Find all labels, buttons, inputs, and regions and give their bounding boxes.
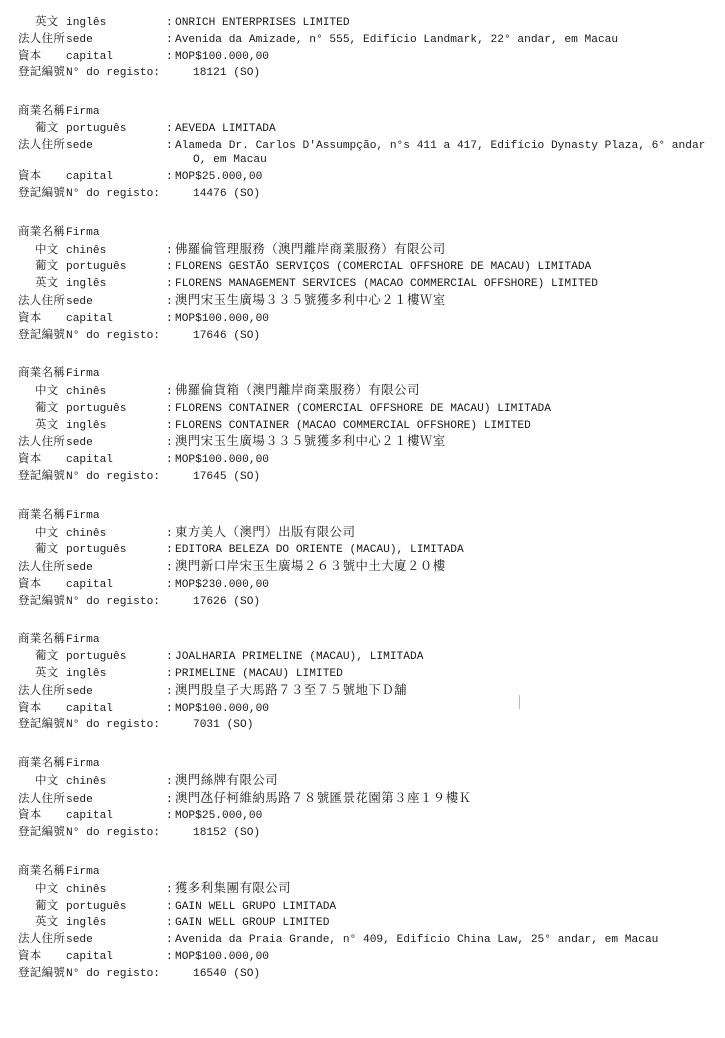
entry-row: [0, 185, 725, 202]
entry-row: [0, 468, 725, 485]
row-value: 17645 (SO): [193, 470, 261, 483]
row-colon: :: [166, 578, 173, 591]
row-term: capital: [66, 950, 113, 963]
row-value: ONRICH ENTERPRISES LIMITED: [175, 17, 350, 29]
document-page: [0, 14, 725, 1038]
entry-row: [0, 417, 725, 434]
row-term: sede: [66, 139, 93, 152]
row-value: 獲多利集團有限公司: [175, 879, 292, 895]
row-label: 法人住所: [18, 682, 66, 697]
row-value: 澳門新口岸宋玉生廣場２６３號中土大廈２０樓: [175, 558, 446, 574]
row-term: N° do registo:: [66, 595, 160, 608]
registry-entry: [0, 507, 725, 610]
entry-row: [0, 880, 725, 898]
row-term: N° do registo:: [66, 827, 160, 840]
row-label: 葡文: [35, 258, 59, 273]
row-colon: :: [166, 668, 173, 680]
entry-row: [0, 790, 725, 808]
entry-row: [0, 224, 725, 241]
entry-row: [0, 14, 725, 31]
entry-row: [0, 824, 725, 841]
row-term: Firma: [66, 368, 100, 381]
row-value: FLORENS MANAGEMENT SERVICES (MACAO COMMERCIAL OFFSHORE) LIMITED: [175, 278, 598, 291]
registry-entry: [0, 631, 725, 733]
entry-row: [0, 48, 725, 65]
row-term: capital: [66, 810, 113, 823]
row-value: FLORENS GESTÃO SERVIÇOS (COMERCIAL OFFSHORE DE MACAU) LIMITADA: [175, 261, 592, 274]
entry-row: [0, 327, 725, 344]
row-value: GAIN WELL GROUP LIMITED: [175, 917, 330, 930]
row-label: 中文: [35, 524, 59, 539]
row-colon: :: [166, 419, 173, 432]
row-colon: :: [166, 312, 173, 325]
row-value: 澳門殷皇子大馬路７３至７５號地下Ｄ舖: [175, 681, 408, 697]
row-colon: :: [166, 261, 173, 274]
row-value: PRIMELINE (MACAU) LIMITED: [175, 668, 343, 680]
row-value: FLORENS CONTAINER (COMERCIAL OFFSHORE DE MACAU) LIMITADA: [175, 402, 551, 415]
row-label: 商業名稱: [18, 365, 66, 380]
entry-row: [0, 631, 725, 648]
entry-row: [0, 558, 725, 576]
row-label: 資本: [18, 451, 42, 466]
entry-row: [0, 120, 725, 137]
row-value: 14476 (SO): [193, 188, 261, 201]
entry-row: [0, 524, 725, 542]
row-term: Firma: [66, 758, 100, 771]
row-value: 7031 (SO): [193, 719, 254, 732]
row-label: 商業名稱: [18, 103, 66, 118]
row-value: MOP$230.000,00: [175, 578, 269, 591]
row-term: sede: [66, 33, 93, 46]
row-value: MOP$100.000,00: [175, 454, 269, 467]
row-term: N° do registo:: [66, 188, 160, 201]
row-value: 17626 (SO): [193, 595, 261, 608]
row-label: 登記編號: [18, 185, 66, 200]
row-label: 資本: [18, 309, 42, 324]
row-value: AEVEDA LIMITADA: [175, 122, 276, 135]
row-term: português: [66, 544, 127, 557]
row-term: Firma: [66, 106, 100, 119]
row-term: Firma: [66, 509, 100, 522]
entry-row: [0, 241, 725, 259]
row-label: 登記編號: [18, 716, 66, 731]
entry-row: [0, 258, 725, 275]
row-value: 澳門宋玉生廣場３３５號獲多利中心２１樓Ｗ室: [175, 291, 446, 307]
entry-row: [0, 755, 725, 772]
entry-row: [0, 898, 725, 915]
row-label: 中文: [35, 241, 59, 256]
row-term: chinês: [66, 883, 107, 896]
entry-row: [0, 576, 725, 593]
row-label: 登記編號: [18, 964, 66, 979]
row-label: 中文: [35, 383, 59, 398]
row-colon: :: [166, 402, 173, 415]
row-label: 法人住所: [18, 136, 66, 151]
row-colon: :: [166, 17, 173, 29]
entry-row: [0, 541, 725, 558]
entry-row: [0, 31, 725, 48]
row-label: 中文: [35, 880, 59, 895]
row-colon: :: [166, 793, 173, 806]
row-term: chinês: [66, 775, 107, 788]
row-term: sede: [66, 295, 93, 308]
row-label: 法人住所: [18, 931, 66, 946]
registry-entry: [0, 365, 725, 484]
row-term: N° do registo:: [66, 719, 160, 732]
row-label: 葡文: [35, 897, 59, 912]
row-colon: :: [166, 386, 173, 399]
entry-row: [0, 103, 725, 120]
entry-row: [0, 507, 725, 524]
row-term: inglês: [66, 917, 107, 930]
row-term: sede: [66, 793, 93, 806]
row-value: EDITORA BELEZA DO ORIENTE (MACAU), LIMITADA: [175, 544, 464, 557]
row-colon: :: [166, 278, 173, 291]
row-label: 葡文: [35, 119, 59, 134]
row-label: 登記編號: [18, 467, 66, 482]
row-label: 法人住所: [18, 790, 66, 805]
row-label: 資本: [18, 699, 42, 714]
row-label: 中文: [35, 772, 59, 787]
registry-entry-list: [0, 14, 725, 982]
row-term: inglês: [66, 278, 107, 291]
row-colon: :: [166, 122, 173, 135]
row-term: chinês: [66, 386, 107, 399]
row-value: 東方美人（澳門）出版有限公司: [175, 523, 356, 539]
row-value: 佛羅倫管理服務（澳門離岸商業服務）有限公司: [175, 240, 446, 256]
entry-row: [0, 382, 725, 400]
entry-row: [0, 593, 725, 610]
row-colon: :: [166, 917, 173, 930]
row-label: 登記編號: [18, 824, 66, 839]
row-value: 17646 (SO): [193, 329, 261, 342]
row-term: português: [66, 651, 127, 664]
row-colon: :: [166, 454, 173, 467]
row-value: Avenida da Amizade, n° 555, Edifício Landmark, 22° andar, em Macau: [175, 33, 619, 46]
entry-row: [0, 948, 725, 965]
registry-entry: [0, 224, 725, 343]
row-value: JOALHARIA PRIMELINE (MACAU), LIMITADA: [175, 651, 424, 664]
row-label: 葡文: [35, 648, 59, 663]
row-term: chinês: [66, 527, 107, 540]
row-colon: :: [166, 950, 173, 963]
entry-row: [0, 682, 725, 700]
row-label: 資本: [18, 168, 42, 183]
entry-row: [0, 965, 725, 982]
entry-row: [0, 275, 725, 292]
entry-row: [0, 433, 725, 451]
row-label: 英文: [35, 275, 59, 290]
row-value: MOP$100.000,00: [175, 50, 269, 63]
row-value-continuation: O, em Macau: [193, 154, 267, 167]
row-label: 葡文: [35, 541, 59, 556]
row-value: 澳門氹仔柯維納馬路７８號匯景花園第３座１９樓Ｋ: [175, 789, 472, 805]
row-term: inglês: [66, 419, 107, 432]
row-label: 英文: [35, 416, 59, 431]
row-label: 商業名稱: [18, 506, 66, 521]
entry-row: [0, 648, 725, 665]
row-term: inglês: [66, 17, 107, 29]
entry-row: [0, 168, 725, 185]
row-term: sede: [66, 562, 93, 575]
row-value: 澳門絲牌有限公司: [175, 771, 279, 787]
row-value: FLORENS CONTAINER (MACAO COMMERCIAL OFFSHORE) LIMITED: [175, 419, 531, 432]
row-colon: :: [166, 651, 173, 664]
row-label: 法人住所: [18, 559, 66, 574]
row-colon: :: [166, 702, 173, 715]
row-colon: :: [166, 527, 173, 540]
row-label: 商業名稱: [18, 631, 66, 646]
row-label: 登記編號: [18, 326, 66, 341]
row-label: 商業名稱: [18, 863, 66, 878]
entry-row: [0, 292, 725, 310]
entry-row: [0, 931, 725, 948]
row-value: MOP$25.000,00: [175, 810, 263, 823]
row-value: 佛羅倫貨箱（澳門離岸商業服務）有限公司: [175, 382, 420, 398]
entry-row: [0, 64, 725, 81]
row-term: sede: [66, 437, 93, 450]
row-colon: :: [166, 934, 173, 947]
entry-row: [0, 665, 725, 682]
row-term: capital: [66, 454, 113, 467]
entry-row: [0, 137, 725, 154]
entry-row: [0, 700, 725, 717]
row-term: chinês: [66, 244, 107, 257]
row-colon: :: [166, 244, 173, 257]
registry-entry: [0, 863, 725, 981]
row-term: capital: [66, 50, 113, 63]
row-term: capital: [66, 171, 113, 184]
row-colon: :: [166, 685, 173, 698]
row-colon: :: [166, 171, 173, 184]
row-label: 葡文: [35, 399, 59, 414]
row-term: N° do registo:: [66, 67, 160, 80]
entry-row: [0, 772, 725, 790]
entry-row: [0, 365, 725, 382]
row-term: Firma: [66, 866, 100, 879]
registry-entry: [0, 14, 725, 81]
entry-row: [0, 807, 725, 824]
row-value: MOP$100.000,00: [175, 312, 269, 325]
row-label: 商業名稱: [18, 755, 66, 770]
row-term: capital: [66, 702, 113, 715]
row-label: 法人住所: [18, 434, 66, 449]
row-colon: :: [166, 562, 173, 575]
row-term: português: [66, 122, 127, 135]
registry-entry: [0, 103, 725, 202]
row-term: N° do registo:: [66, 329, 160, 342]
row-term: português: [66, 261, 127, 274]
row-term: português: [66, 900, 127, 913]
row-value: Alameda Dr. Carlos D'Assumpção, n°s 411 a 417, Edifício Dynasty Plaza, 6° andar: [175, 139, 706, 152]
row-value: MOP$25.000,00: [175, 171, 263, 184]
row-label: 登記編號: [18, 592, 66, 607]
row-value: 澳門宋玉生廣場３３５號獲多利中心２１樓Ｗ室: [175, 433, 446, 449]
row-value: MOP$100.000,00: [175, 702, 269, 715]
row-colon: :: [166, 775, 173, 788]
row-label: 英文: [35, 14, 59, 28]
row-term: Firma: [66, 634, 100, 647]
row-colon: :: [166, 810, 173, 823]
row-label: 資本: [18, 47, 42, 62]
row-term: N° do registo:: [66, 967, 160, 980]
entry-row: [0, 400, 725, 417]
row-term: sede: [66, 685, 93, 698]
row-term: N° do registo:: [66, 470, 160, 483]
row-colon: :: [166, 139, 173, 152]
row-label: 資本: [18, 807, 42, 822]
row-label: 商業名稱: [18, 223, 66, 238]
row-term: capital: [66, 578, 113, 591]
row-term: capital: [66, 312, 113, 325]
row-colon: :: [166, 295, 173, 308]
row-label: 登記編號: [18, 64, 66, 79]
row-label: 資本: [18, 575, 42, 590]
entry-row: [0, 914, 725, 931]
row-colon: :: [166, 544, 173, 557]
row-value: MOP$100.000,00: [175, 950, 269, 963]
row-label: 資本: [18, 947, 42, 962]
row-colon: :: [166, 50, 173, 63]
entry-row: [0, 310, 725, 327]
row-term: inglês: [66, 668, 107, 680]
row-value: GAIN WELL GRUPO LIMITADA: [175, 900, 337, 913]
scan-artifact-mark: [519, 695, 520, 709]
row-label: 法人住所: [18, 30, 66, 45]
row-label: 法人住所: [18, 292, 66, 307]
row-label: 英文: [35, 914, 59, 929]
entry-row: [0, 716, 725, 733]
row-colon: :: [166, 883, 173, 896]
row-value: Avenida da Praia Grande, n° 409, Edifício China Law, 25° andar, em Macau: [175, 934, 659, 947]
row-term: português: [66, 402, 127, 415]
row-value: 18152 (SO): [193, 827, 261, 840]
row-value: 16540 (SO): [193, 967, 261, 980]
row-colon: :: [166, 437, 173, 450]
row-colon: :: [166, 900, 173, 913]
entry-row: [0, 863, 725, 880]
registry-entry: [0, 755, 725, 841]
entry-row: [0, 451, 725, 468]
row-colon: :: [166, 33, 173, 46]
row-term: sede: [66, 934, 93, 947]
row-value: 18121 (SO): [193, 67, 261, 80]
row-label: 英文: [35, 665, 59, 679]
row-term: Firma: [66, 226, 100, 239]
